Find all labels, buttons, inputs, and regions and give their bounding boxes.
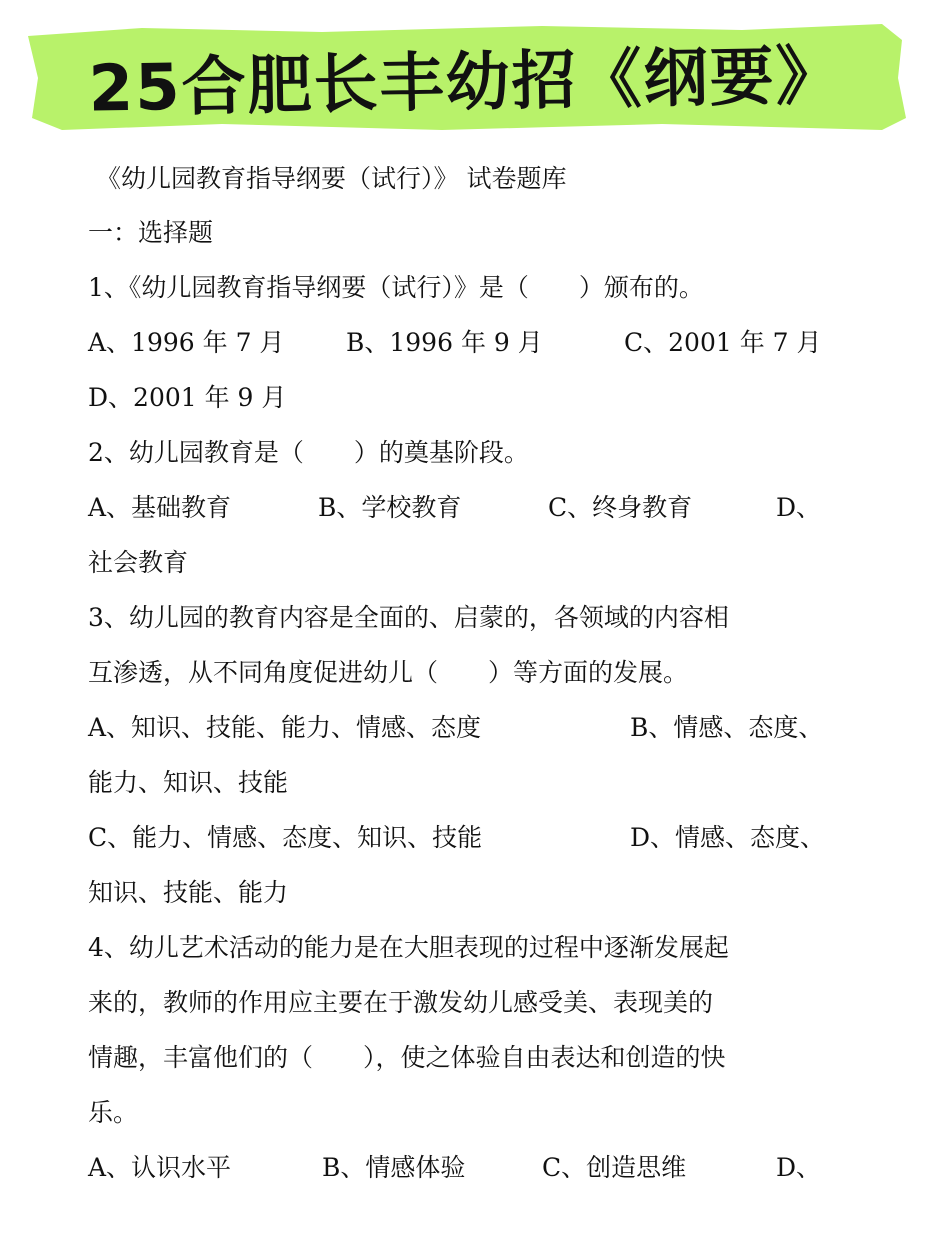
question-3-option-d: D、情感、态度、 [630,823,826,852]
document-title: 《幼儿园教育指导纲要（试行）》 试卷题库 [96,164,567,193]
question-2-option-d-cont: 社会教育 [88,548,189,577]
question-3-option-d-cont: 知识、技能、能力 [88,878,289,907]
question-4-stem-line-4: 乐。 [88,1098,139,1127]
question-2-stem: 2、幼儿园教育是（ ）的奠基阶段。 [88,438,529,467]
question-2-option-b: B、学校教育 [318,493,462,522]
section-heading: 一：选择题 [88,218,214,247]
question-4-option-b: B、情感体验 [322,1153,466,1182]
question-4-option-a: A、认识水平 [88,1153,232,1182]
question-2-option-c: C、终身教育 [548,493,693,522]
question-4-stem-line-2: 来的，教师的作用应主要在于激发幼儿感受美、表现美的 [88,988,714,1017]
question-4-option-d: D、 [776,1153,822,1182]
banner-title: 25合肥长丰幼招《纲要》 [87,39,843,127]
question-1-option-b: B、1996 年 9 月 [346,328,543,357]
question-1-option-d: D、2001 年 9 月 [88,383,287,412]
title-banner [22,18,908,136]
question-1-option-c: C、2001 年 7 月 [624,328,822,357]
question-4-option-c: C、创造思维 [542,1153,687,1182]
question-1-stem: 1、《幼儿园教育指导纲要（试行）》是（ ）颁布的。 [88,273,704,302]
question-3-option-c: C、能力、情感、态度、知识、技能 [88,823,483,852]
question-3-option-a: A、知识、技能、能力、情感、态度 [88,713,482,742]
question-1-option-a: A、1996 年 7 月 [88,328,285,357]
question-4-stem-line-3: 情趣，丰富他们的（ ），使之体验自由表达和创造的快 [88,1043,726,1072]
question-3-option-b-cont: 能力、知识、技能 [88,768,289,797]
question-2-option-a: A、基础教育 [88,493,232,522]
question-4-stem-line-1: 4、幼儿艺术活动的能力是在大胆表现的过程中逐渐发展起 [88,933,729,962]
question-3-option-b: B、情感、态度、 [630,713,824,742]
question-3-stem-line-1: 3、幼儿园的教育内容是全面的、启蒙的，各领域的内容相 [88,603,729,632]
question-3-stem-line-2: 互渗透，从不同角度促进幼儿（ ）等方面的发展。 [88,658,689,687]
question-2-option-d: D、 [776,493,822,522]
